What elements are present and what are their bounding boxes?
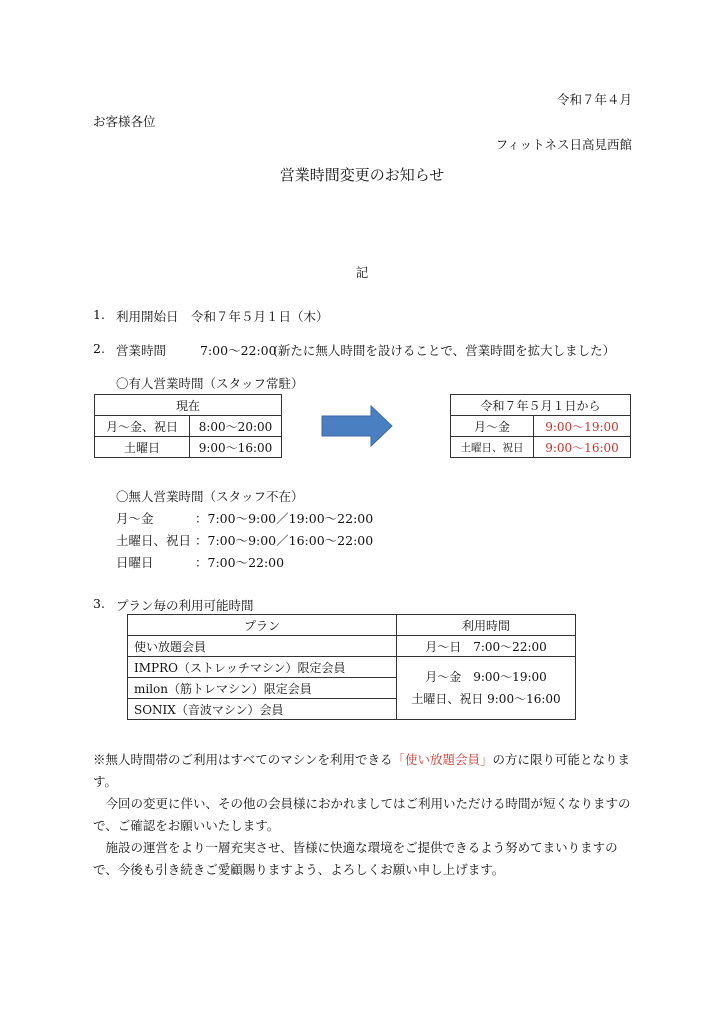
note-paragraph: 施設の運営をより一層充実させ、皆様に快適な環境をご提供できるよう努めてまいりますので、今後も引き続きご愛顧賜りますよう、よろしくお願い申し上げます。 xyxy=(93,840,618,877)
plan-name: IMPRO（ストレッチマシン）限定会員 xyxy=(128,657,397,678)
current-time: 9:00～16:00 xyxy=(190,437,282,458)
unstaffed-time: ：7:00～22:00 xyxy=(195,555,285,570)
recipient: お客様各位 xyxy=(93,114,156,129)
new-table-header: 令和７年５月１日から xyxy=(451,395,631,416)
current-hours-table xyxy=(94,394,282,458)
current-day: 月～金、祝日 xyxy=(95,416,190,437)
section2-label: 営業時間 xyxy=(116,343,167,358)
unstaffed-time: ：7:00～9:00／19:00～22:00 xyxy=(195,511,374,526)
table-row xyxy=(128,636,576,657)
section3-number: 3. xyxy=(93,596,105,611)
section1-number: 1. xyxy=(93,307,105,322)
section2-hours: 7:00～22:00 xyxy=(200,343,277,358)
table-row xyxy=(95,416,282,437)
sender-name: フィットネス日高見西館 xyxy=(495,137,632,152)
limited-plan-time xyxy=(397,657,576,720)
current-day: 土曜日 xyxy=(95,437,190,458)
note-text: の方に限り可能となります。 xyxy=(93,752,630,789)
unstaffed-day: 日曜日 xyxy=(116,555,154,570)
unstaffed-day: 月～金 xyxy=(116,511,154,526)
table-row xyxy=(451,416,631,437)
table-row xyxy=(128,657,576,678)
unstaffed-heading: 〇無人営業時間（スタッフ不在） xyxy=(116,489,304,504)
new-time: 9:00～19:00 xyxy=(534,416,631,437)
new-day: 月～金 xyxy=(451,416,534,437)
section2-number: 2. xyxy=(93,341,105,356)
unstaffed-day: 土曜日、祝日 xyxy=(116,533,192,548)
section2-note: (新たに無人時間を設けることで、営業時間を拡大しました） xyxy=(273,343,616,358)
note-paragraph: 今回の変更に伴い、その他の会員様におかれましてはご利用いただける時間が短くなりますので、ご確認をお願いいたします。 xyxy=(93,796,631,833)
current-time: 8:00～20:00 xyxy=(190,416,282,437)
note-paragraph xyxy=(93,749,638,793)
limited-time-weekend: 土曜日、祝日 9:00～16:00 xyxy=(411,692,561,706)
time-column-header: 利用時間 xyxy=(397,615,576,636)
limited-time-weekday: 月～金 9:00～19:00 xyxy=(425,670,547,684)
plan-name: 使い放題会員 xyxy=(128,636,397,657)
plan-hours-table xyxy=(127,614,576,720)
plan-name: SONIX（音波マシン）会員 xyxy=(128,699,397,720)
page-title: 営業時間変更のお知らせ xyxy=(279,166,445,184)
unstaffed-time: ：7:00～9:00／16:00～22:00 xyxy=(195,533,374,548)
new-day: 土曜日、祝日 xyxy=(451,437,534,458)
section3-title: プラン毎の利用可能時間 xyxy=(116,598,254,613)
staffed-heading: 〇有人営業時間（スタッフ常駐） xyxy=(116,376,304,391)
right-arrow-icon xyxy=(321,405,393,447)
ki-marker: 記 xyxy=(355,265,369,280)
plan-name: milon（筋トレマシン）限定会員 xyxy=(128,678,397,699)
notes-block xyxy=(93,749,638,881)
new-time: 9:00～16:00 xyxy=(534,437,631,458)
table-row xyxy=(451,395,631,416)
table-row xyxy=(128,615,576,636)
note-text: ※無人時間帯のご利用はすべてのマシンを利用できる xyxy=(93,752,393,767)
new-hours-table xyxy=(450,394,631,458)
plan-time: 月～日 7:00～22:00 xyxy=(397,636,576,657)
current-table-header: 現在 xyxy=(95,395,282,416)
plan-column-header: プラン xyxy=(128,615,397,636)
document-date: 令和７年４月 xyxy=(556,92,632,107)
unlimited-member-highlight: 「使い放題会員」 xyxy=(392,752,493,767)
section1-text: 利用開始日 令和７年５月１日（木） xyxy=(116,309,329,324)
table-row xyxy=(95,395,282,416)
table-row xyxy=(451,437,631,458)
table-row xyxy=(95,437,282,458)
